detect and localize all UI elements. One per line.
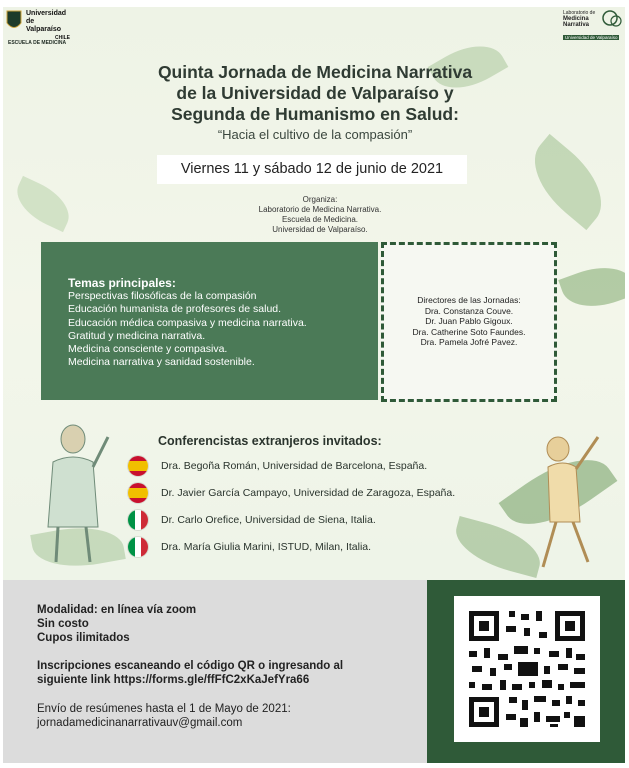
title-line-1: Quinta Jornada de Medicina Narrativa	[157, 62, 473, 82]
cupos-text: Cupos ilimitados	[37, 632, 130, 644]
spain-flag-icon	[127, 482, 149, 504]
resumenes-email[interactable]: jornadamedicinanarrativauv@gmail.com	[37, 717, 243, 729]
italy-flag-icon	[127, 536, 149, 558]
costo-text: Sin costo	[37, 618, 89, 630]
logo-left-line4: ESCUELA DE MEDICINA	[8, 40, 67, 46]
speaker-row	[127, 509, 376, 531]
qr-code[interactable]	[454, 596, 600, 742]
subtitle: “Hacia el cultivo de la compasión”	[217, 127, 413, 142]
speech-bubble-icon	[601, 8, 623, 30]
logo-left-line1: Universidad	[26, 10, 67, 17]
tema-item: Educación humanista de profesores de salud.	[68, 303, 282, 316]
dancer-illustration	[528, 427, 608, 577]
universidad-logo	[6, 8, 70, 50]
tema-item: Medicina consciente y compasiva.	[68, 343, 228, 356]
tema-item: Medicina narrativa y sanidad sostenible.	[68, 356, 255, 369]
director-name: Dra. Pamela Jofré Pavez.	[420, 337, 518, 347]
speaker-text: Dra. Begoña Román, Universidad de Barcelona, España.	[161, 460, 428, 472]
tema-item: Gratitud y medicina narrativa.	[68, 329, 206, 342]
logo-right-line3: Universidad de Valparaíso	[565, 35, 618, 40]
resumenes-text: Envío de resúmenes hasta el 1 de Mayo de 2021:	[37, 703, 291, 715]
logo-left-line2: de Valparaíso	[26, 18, 62, 33]
organiza-line: Laboratorio de Medicina Narrativa.	[258, 205, 382, 214]
inscripciones-text: Inscripciones escaneando el código QR o ingresando al	[37, 660, 344, 672]
organiza-block	[230, 195, 410, 235]
italy-flag-icon	[127, 509, 149, 531]
page-title	[100, 62, 530, 125]
directores-label: Directores de las Jornadas:	[417, 295, 521, 305]
speaker-text: Dr. Carlo Orefice, Universidad de Siena, Italia.	[161, 514, 376, 526]
spain-flag-icon	[127, 455, 149, 477]
inscripciones-link[interactable]: siguiente link https://forms.gle/ffFfC2xKaJefYra66	[37, 674, 310, 686]
laboratorio-logo	[563, 6, 623, 44]
title-line-3: Segunda de Humanismo en Salud:	[171, 104, 459, 124]
organiza-line: Escuela de Medicina.	[281, 215, 359, 224]
speaker-row	[127, 482, 455, 504]
title-line-2: de la Universidad de Valparaíso y	[176, 83, 454, 103]
conferencistas-title: Conferencistas extranjeros invitados:	[158, 434, 382, 448]
temas-title: Temas principales:	[68, 276, 176, 290]
speaker-row	[127, 536, 371, 558]
speaker-row	[127, 455, 427, 477]
tema-item: Educación médica compasiva y medicina narrativa.	[68, 316, 307, 329]
doctor-illustration	[28, 417, 118, 567]
qr-code-icon	[454, 596, 600, 742]
modalidad-text: Modalidad: en línea vía zoom	[37, 604, 197, 616]
director-name: Dra. Catherine Soto Faundes.	[412, 326, 526, 337]
logo-left-line3: CHILE	[55, 35, 70, 41]
speaker-text: Dra. María Giulia Marini, ISTUD, Milan, Italia.	[161, 541, 372, 553]
director-name: Dr. Juan Pablo Gigoux.	[425, 316, 513, 326]
logo-right-line1: Laboratorio de	[563, 10, 596, 16]
shield-icon	[6, 10, 22, 32]
organiza-line: Universidad de Valparaíso.	[272, 225, 368, 234]
organiza-label: Organiza:	[302, 195, 338, 204]
tema-item: Perspectivas filosóficas de la compasión	[68, 290, 257, 302]
speaker-text: Dr. Javier García Campayo, Universidad de Zaragoza, España.	[161, 487, 456, 499]
director-name: Dra. Constanza Couve.	[424, 305, 514, 316]
temas-list	[68, 290, 307, 370]
logo-right-line2: Medicina Narrativa	[563, 16, 590, 28]
event-date: Viernes 11 y sábado 12 de junio de 2021	[157, 155, 467, 184]
directores-list	[384, 295, 554, 348]
